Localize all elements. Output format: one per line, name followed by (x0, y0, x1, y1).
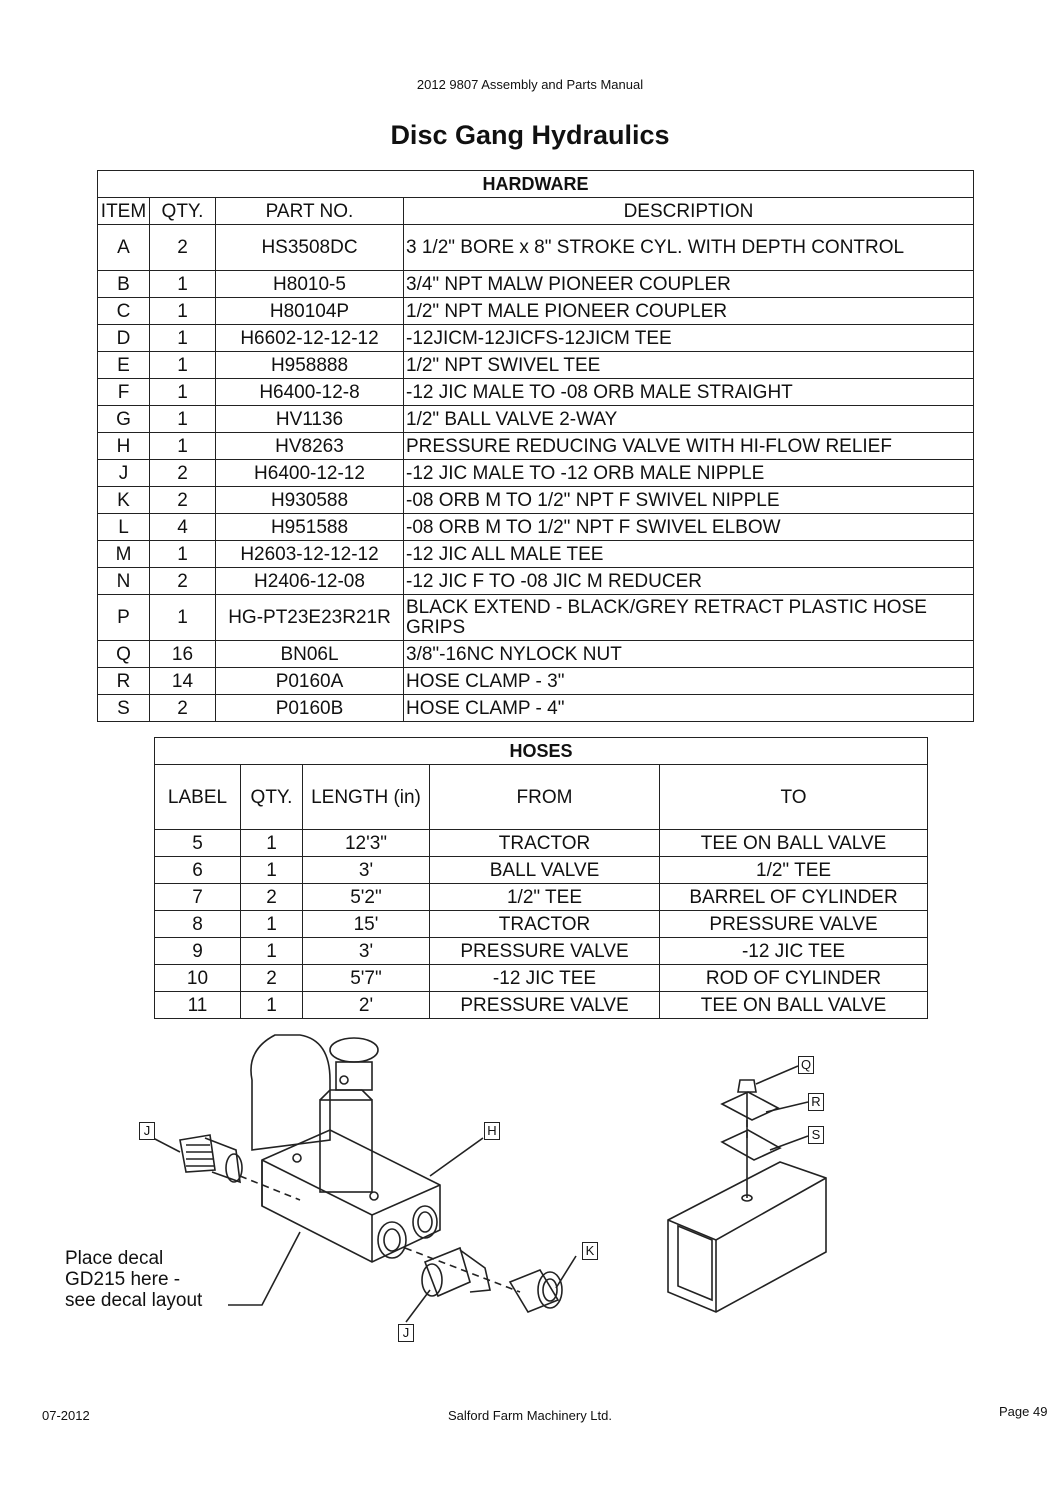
item-cell: G (98, 406, 150, 433)
column-header: LENGTH (in) (303, 765, 430, 830)
from-cell: -12 JIC TEE (430, 965, 660, 992)
table-row (98, 514, 974, 541)
qty-cell: 1 (150, 541, 216, 568)
qty-cell: 1 (241, 830, 303, 857)
part-number-cell: BN06L (216, 641, 404, 668)
to-cell: 1/2" TEE (660, 857, 928, 884)
callout-r: R (808, 1093, 824, 1111)
part-number-cell: H2406-12-08 (216, 568, 404, 595)
qty-cell: 2 (150, 695, 216, 722)
qty-cell: 1 (241, 911, 303, 938)
qty-cell: 1 (150, 433, 216, 460)
description-cell: -12 JIC F TO -08 JIC M REDUCER (404, 568, 974, 595)
from-cell: TRACTOR (430, 911, 660, 938)
part-number-cell: H951588 (216, 514, 404, 541)
table-row (98, 298, 974, 325)
length-cell: 5'7" (303, 965, 430, 992)
callout-j-left: J (139, 1122, 155, 1140)
label-cell: 9 (155, 938, 241, 965)
hoses-table (154, 737, 928, 1019)
label-cell: 10 (155, 965, 241, 992)
length-cell: 3' (303, 938, 430, 965)
table-row (155, 911, 928, 938)
qty-cell: 2 (150, 460, 216, 487)
manual-header: 2012 9807 Assembly and Parts Manual (416, 77, 644, 92)
label-cell: 7 (155, 884, 241, 911)
to-cell: TEE ON BALL VALVE (660, 830, 928, 857)
callout-s: S (808, 1126, 824, 1144)
column-header: PART NO. (216, 198, 404, 225)
column-header: QTY. (241, 765, 303, 830)
callout-h: H (484, 1122, 500, 1140)
length-cell: 5'2" (303, 884, 430, 911)
item-cell: A (98, 225, 150, 271)
qty-cell: 4 (150, 514, 216, 541)
page-title: Disc Gang Hydraulics (390, 120, 670, 150)
qty-cell: 16 (150, 641, 216, 668)
part-number-cell: H930588 (216, 487, 404, 514)
label-cell: 11 (155, 992, 241, 1019)
qty-cell: 1 (241, 992, 303, 1019)
length-cell: 2' (303, 992, 430, 1019)
qty-cell: 14 (150, 668, 216, 695)
hardware-heading-row (98, 171, 974, 198)
part-number-cell: HV8263 (216, 433, 404, 460)
description-cell: -12JICM-12JICFS-12JICM TEE (404, 325, 974, 352)
decal-note-line: Place decal (65, 1248, 164, 1269)
part-number-cell: P0160A (216, 668, 404, 695)
table-row (98, 568, 974, 595)
item-cell: J (98, 460, 150, 487)
footer-company: Salford Farm Machinery Ltd. (447, 1408, 612, 1423)
part-number-cell: H6602-12-12-12 (216, 325, 404, 352)
description-cell: -08 ORB M TO 1/2" NPT F SWIVEL ELBOW (404, 514, 974, 541)
qty-cell: 1 (150, 325, 216, 352)
part-number-cell: HS3508DC (216, 225, 404, 271)
item-cell: K (98, 487, 150, 514)
column-header: FROM (430, 765, 660, 830)
footer-date: 07-2012 (42, 1408, 90, 1423)
description-cell: HOSE CLAMP - 3" (404, 668, 974, 695)
table-row (98, 325, 974, 352)
table-row (98, 379, 974, 406)
column-header: ITEM (98, 198, 150, 225)
hardware-column-header-row (98, 198, 974, 225)
column-header: QTY. (150, 198, 216, 225)
part-number-cell: H8010-5 (216, 271, 404, 298)
decal-note-line: see decal layout (65, 1290, 203, 1311)
table-row (155, 830, 928, 857)
from-cell: PRESSURE VALVE (430, 938, 660, 965)
qty-cell: 2 (150, 487, 216, 514)
callout-j-bottom: J (398, 1324, 414, 1342)
fitting-j-bottom (422, 1248, 490, 1296)
part-number-cell: H80104P (216, 298, 404, 325)
description-cell: HOSE CLAMP - 4" (404, 695, 974, 722)
description-cell: PRESSURE REDUCING VALVE WITH HI-FLOW RELIEF (404, 433, 974, 460)
description-cell: -12 JIC ALL MALE TEE (404, 541, 974, 568)
length-cell: 12'3" (303, 830, 430, 857)
column-header: TO (660, 765, 928, 830)
table-row (98, 460, 974, 487)
item-cell: C (98, 298, 150, 325)
table-row (98, 406, 974, 433)
description-cell: 1/2" NPT SWIVEL TEE (404, 352, 974, 379)
part-number-cell: H958888 (216, 352, 404, 379)
label-cell: 6 (155, 857, 241, 884)
table-row (98, 433, 974, 460)
description-cell: 1/2" NPT MALE PIONEER COUPLER (404, 298, 974, 325)
qty-cell: 1 (150, 271, 216, 298)
hoses-heading: HOSES (155, 738, 928, 765)
item-cell: E (98, 352, 150, 379)
item-cell: D (98, 325, 150, 352)
decal-note (65, 1248, 202, 1311)
qty-cell: 1 (150, 595, 216, 641)
part-number-cell: H2603-12-12-12 (216, 541, 404, 568)
table-row (98, 487, 974, 514)
tube-with-clamps (668, 1080, 826, 1312)
table-row (155, 965, 928, 992)
qty-cell: 2 (241, 965, 303, 992)
item-cell: P (98, 595, 150, 641)
item-cell: M (98, 541, 150, 568)
qty-cell: 2 (150, 225, 216, 271)
qty-cell: 1 (150, 406, 216, 433)
fitting-j-left (180, 1135, 242, 1182)
item-cell: L (98, 514, 150, 541)
table-row (98, 541, 974, 568)
column-header: DESCRIPTION (404, 198, 974, 225)
table-row (98, 595, 974, 641)
part-number-cell: HV1136 (216, 406, 404, 433)
table-row (155, 992, 928, 1019)
callout-k: K (582, 1242, 598, 1260)
pressure-reducing-valve (262, 1038, 440, 1262)
length-cell: 15' (303, 911, 430, 938)
decal-note-line: GD215 here - (65, 1269, 181, 1290)
column-header: LABEL (155, 765, 241, 830)
to-cell: TEE ON BALL VALVE (660, 992, 928, 1019)
to-cell: PRESSURE VALVE (660, 911, 928, 938)
item-cell: B (98, 271, 150, 298)
table-row (98, 641, 974, 668)
qty-cell: 1 (150, 352, 216, 379)
hardware-table (97, 170, 974, 722)
table-row (155, 857, 928, 884)
pressure-gauge (251, 1035, 330, 1150)
table-row (98, 271, 974, 298)
description-cell: 3/8"-16NC NYLOCK NUT (404, 641, 974, 668)
from-cell: PRESSURE VALVE (430, 992, 660, 1019)
to-cell: BARREL OF CYLINDER (660, 884, 928, 911)
hoses-heading-row (155, 738, 928, 765)
qty-cell: 1 (241, 857, 303, 884)
qty-cell: 1 (150, 298, 216, 325)
table-row (155, 938, 928, 965)
from-cell: BALL VALVE (430, 857, 660, 884)
table-row (98, 695, 974, 722)
item-cell: Q (98, 641, 150, 668)
item-cell: R (98, 668, 150, 695)
to-cell: ROD OF CYLINDER (660, 965, 928, 992)
description-cell: 1/2" BALL VALVE 2-WAY (404, 406, 974, 433)
label-cell: 8 (155, 911, 241, 938)
hoses-column-header-row (155, 765, 928, 830)
table-row (155, 884, 928, 911)
qty-cell: 2 (150, 568, 216, 595)
description-cell: BLACK EXTEND - BLACK/GREY RETRACT PLASTIC HOSE GRIPS (404, 595, 974, 641)
table-row (98, 225, 974, 271)
length-cell: 3' (303, 857, 430, 884)
table-row (98, 668, 974, 695)
description-cell: -12 JIC MALE TO -12 ORB MALE NIPPLE (404, 460, 974, 487)
from-cell: 1/2" TEE (430, 884, 660, 911)
table-row (98, 352, 974, 379)
item-cell: S (98, 695, 150, 722)
part-number-cell: H6400-12-8 (216, 379, 404, 406)
from-cell: TRACTOR (430, 830, 660, 857)
item-cell: H (98, 433, 150, 460)
description-cell: -12 JIC MALE TO -08 ORB MALE STRAIGHT (404, 379, 974, 406)
item-cell: N (98, 568, 150, 595)
item-cell: F (98, 379, 150, 406)
description-cell: 3 1/2" BORE x 8" STROKE CYL. WITH DEPTH CONTROL (404, 225, 974, 271)
footer-page-number: Page 49 (999, 1404, 1048, 1419)
qty-cell: 2 (241, 884, 303, 911)
to-cell: -12 JIC TEE (660, 938, 928, 965)
part-number-cell: H6400-12-12 (216, 460, 404, 487)
qty-cell: 1 (241, 938, 303, 965)
part-number-cell: P0160B (216, 695, 404, 722)
hardware-heading: HARDWARE (98, 171, 974, 198)
description-cell: -08 ORB M TO 1/2" NPT F SWIVEL NIPPLE (404, 487, 974, 514)
description-cell: 3/4" NPT MALW PIONEER COUPLER (404, 271, 974, 298)
part-number-cell: HG-PT23E23R21R (216, 595, 404, 641)
qty-cell: 1 (150, 379, 216, 406)
label-cell: 5 (155, 830, 241, 857)
callout-q: Q (798, 1056, 814, 1074)
